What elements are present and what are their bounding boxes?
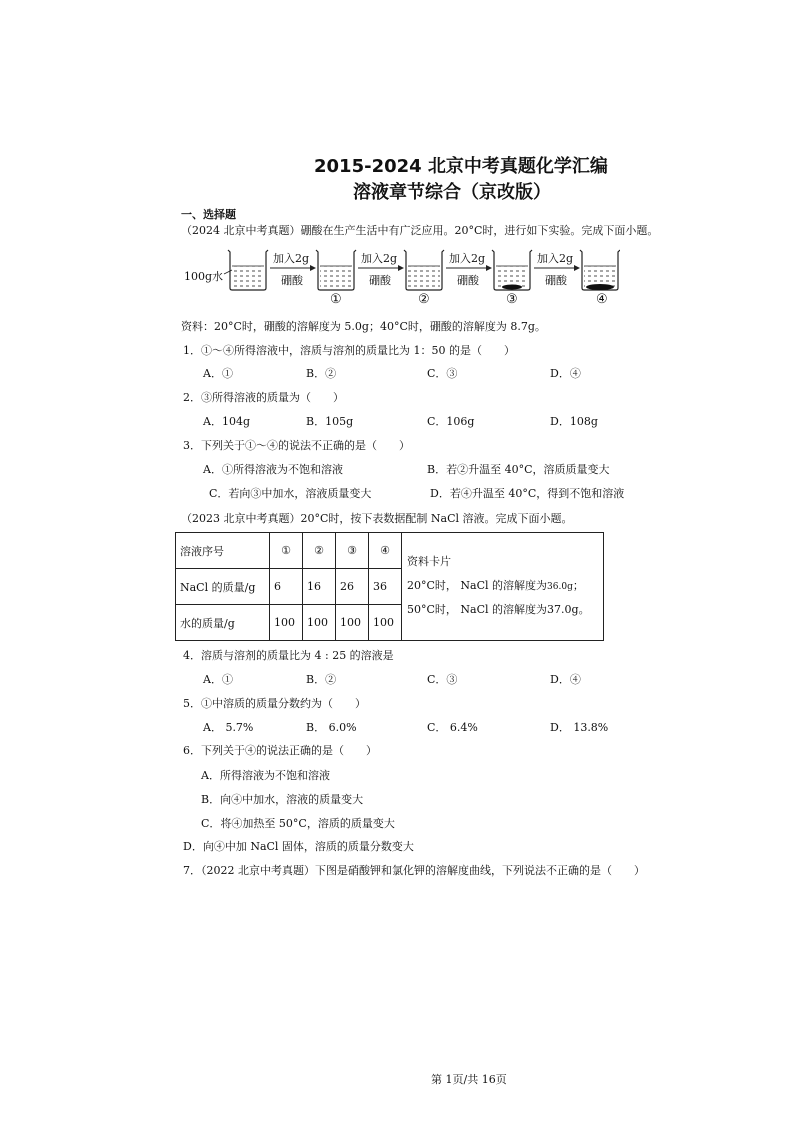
page-footer: 第 1页/共 16页 [431,1073,507,1086]
beaker-4-label: ④ [596,292,608,307]
info-card-line-2 [407,601,590,617]
table-row [176,605,402,641]
question-5-option-a[interactable]: A． 5.7% [203,721,254,734]
info-card-line-1 [407,577,584,593]
table-cell: NaCl 的质量/g [176,569,270,605]
arrow-4-bottom-label: 硼酸 [545,274,567,287]
material-2024: 资料：20°C时，硼酸的溶解度为 5.0g；40°C时，硼酸的溶解度为 8.7g。 [181,320,546,333]
question-5-stem: 5．①中溶质的质量分数约为（ ） [183,697,366,710]
info-card-line-2-end: 。 [578,603,590,616]
table-cell: 100 [336,605,369,641]
arrow-2-top-label: 加入2g [361,252,398,265]
arrow-3-top-label: 加入2g [449,252,486,265]
beaker-1 [316,250,356,290]
beaker-2-label: ② [418,292,430,307]
water-label: 100g水 [184,270,224,283]
arrow-1-bottom-label: 硼酸 [281,274,303,287]
document-title-line2: 溶液章节综合（京改版） [353,182,551,203]
nacl-data-table [175,532,402,641]
document-title-line1: 2015-2024 北京中考真题化学汇编 [314,156,608,177]
question-4-option-b[interactable]: B．② [306,673,337,686]
question-6-option-a[interactable]: A．所得溶液为不饱和溶液 [201,769,330,782]
info-card-line-1-end: ； [572,579,584,592]
table-cell: 100 [270,605,303,641]
question-1-stem: 1．①～④所得溶液中，溶质与溶剂的质量比为 1：50 的是（ ） [183,344,515,357]
section-heading: 一、选择题 [181,208,236,221]
beaker-3 [492,250,532,290]
table-header-row [176,533,402,569]
table-cell: 水的质量/g [176,605,270,641]
table-header-cell: ② [303,533,336,569]
info-card-line-1-text: 20°C时， NaCl 的溶解度为 [407,579,548,592]
info-card-line-1-value: 36.0g [547,582,573,592]
info-card-title: 资料卡片 [407,555,451,568]
info-card-line-2-text: 50°C时， NaCl 的溶解度为 [407,603,548,616]
question-3-option-c[interactable]: C．若向③中加水，溶液质量变大 [209,487,372,500]
question-3-option-a[interactable]: A．①所得溶液为不饱和溶液 [203,463,343,476]
question-2-option-d[interactable]: D．108g [550,415,598,428]
question-3-option-b[interactable]: B．若②升温至 40°C，溶质质量变大 [427,463,610,476]
beaker-4 [580,250,620,290]
table-cell: 16 [303,569,336,605]
question-3-stem: 3．下列关于①～④的说法不正确的是（ ） [183,439,410,452]
question-5-option-c[interactable]: C． 6.4% [427,721,478,734]
table-cell: 100 [303,605,336,641]
arrow-1-top-label: 加入2g [273,252,310,265]
question-1-option-c[interactable]: C．③ [427,367,458,380]
arrow-3-bottom-label: 硼酸 [457,274,479,287]
beaker-2 [404,250,444,290]
table-header-cell: ③ [336,533,369,569]
intro-2023: （2023 北京中考真题）20°C时，按下表数据配制 NaCl 溶液。完成下面小题。 [181,512,573,525]
question-6-option-d[interactable]: D．向④中加 NaCl 固体，溶质的质量分数变大 [183,840,414,853]
question-5-option-d[interactable]: D． 13.8% [550,721,609,734]
table-cell: 26 [336,569,369,605]
beaker-initial [228,250,268,290]
question-6-stem: 6．下列关于④的说法正确的是（ ） [183,744,377,757]
question-4-stem: 4．溶质与溶剂的质量比为 4 : 25 的溶液是 [183,649,394,662]
question-1-option-b[interactable]: B．② [306,367,337,380]
question-1-option-a[interactable]: A．① [203,367,233,380]
beaker-1-label: ① [330,292,342,307]
question-6-option-b[interactable]: B．向④中加水，溶液的质量变大 [201,793,364,806]
table-row [176,569,402,605]
question-4-option-d[interactable]: D．④ [550,673,581,686]
table-header-cell: ④ [369,533,402,569]
question-4-option-a[interactable]: A．① [203,673,233,686]
question-4-option-c[interactable]: C．③ [427,673,458,686]
question-1-option-d[interactable]: D．④ [550,367,581,380]
arrow-2-bottom-label: 硼酸 [369,274,391,287]
table-header-cell: ① [270,533,303,569]
table-cell: 6 [270,569,303,605]
table-header-cell: 溶液序号 [176,533,270,569]
question-6-option-c[interactable]: C．将④加热至 50°C，溶质的质量变大 [201,817,395,830]
table-cell: 36 [369,569,402,605]
question-3-option-d[interactable]: D．若④升温至 40°C，得到不饱和溶液 [430,487,625,500]
table-cell: 100 [369,605,402,641]
question-2-stem: 2．③所得溶液的质量为（ ） [183,391,344,404]
intro-2024: （2024 北京中考真题）硼酸在生产生活中有广泛应用。20°C时，进行如下实验。完成下面小题。 [181,224,659,237]
question-5-option-b[interactable]: B． 6.0% [306,721,357,734]
question-2-option-b[interactable]: B．105g [306,415,354,428]
beaker-3-label: ③ [506,292,518,307]
arrow-4-top-label: 加入2g [537,252,574,265]
info-card [398,532,604,641]
question-2-option-a[interactable]: A．104g [203,415,250,428]
question-2-option-c[interactable]: C．106g [427,415,475,428]
info-card-line-2-value: 37.0g [547,603,579,616]
question-7-stem: 7．（2022 北京中考真题）下图是硝酸钾和氯化钾的溶解度曲线，下列说法不正确的是（ ） [183,864,645,877]
